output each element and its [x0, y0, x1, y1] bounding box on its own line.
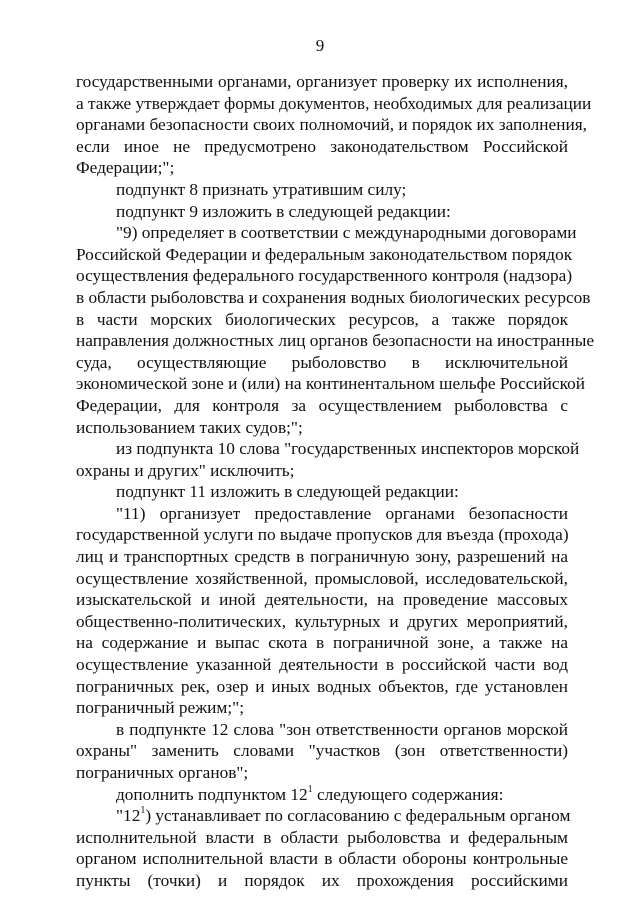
- text-line: подпункт 8 признать утратившим силу;: [116, 179, 407, 199]
- text-line: а также утверждает формы документов, необходимых для реализации: [76, 93, 592, 113]
- text-line: на содержание и выпас скота в пограничной зоне, а также на: [76, 633, 568, 653]
- text-line: "$12^1$) устанавливает по согласованию с федеральным органом: [116, 805, 571, 826]
- text-line: осуществление указанной деятельности в российской части вод: [76, 655, 568, 675]
- text-line: Федерации, для контроля за осуществлением рыболовства с: [76, 395, 568, 415]
- text-line: пограничных рек, озер и иных водных объектов, где установлен: [76, 676, 568, 696]
- text-line: подпункт 11 изложить в следующей редакции:: [116, 482, 459, 502]
- text-line: экономической зоне и (или) на континентальном шельфе Российской: [76, 374, 585, 394]
- text-line: "9) определяет в соответствии с международными договорами: [116, 223, 577, 243]
- text-line: государственной услуги по выдаче пропусков для въезда (прохода): [76, 525, 569, 545]
- text-line: направления должностных лиц органов безопасности на иностранные: [76, 331, 595, 351]
- text-line: пункты (точки) и порядок их прохождения российскими: [76, 870, 568, 890]
- text-line: "11) организует предоставление органами безопасности: [116, 503, 568, 523]
- text-line: органом исполнительной власти в области обороны контрольные: [76, 849, 568, 869]
- text-line: общественно-политических, культурных и других мероприятий,: [76, 611, 568, 631]
- text-line: осуществления федерального государственного контроля (надзора): [76, 266, 573, 286]
- text-line: пограничный режим;";: [76, 698, 244, 718]
- text-line: если иное не предусмотрено законодательством Российской: [76, 136, 568, 156]
- text-line: в части морских биологических ресурсов, а также порядок: [76, 309, 568, 329]
- text-line: охраны и других" исключить;: [76, 460, 295, 480]
- text-line: охраны" заменить словами "участков (зон ответственности): [76, 741, 568, 761]
- text-line: дополнить подпунктом $12^1$ следующего содержания:: [116, 783, 504, 804]
- text-line: изыскательской и иной деятельности, на проведение массовых: [76, 590, 568, 610]
- text-line: Российской Федерации и федеральным законодательством порядок: [76, 244, 573, 264]
- text-line: Федерации;";: [76, 158, 175, 178]
- text-line: подпункт 9 изложить в следующей редакции:: [116, 201, 451, 221]
- text-line: осуществление хозяйственной, промысловой, исследовательской,: [76, 568, 568, 588]
- text-line: лиц и транспортных средств в пограничную зону, разрешений на: [76, 547, 568, 567]
- text-line: в области рыболовства и сохранения водных биологических ресурсов: [76, 287, 591, 307]
- text-line: государственными органами, организует проверку их исполнения,: [76, 72, 568, 91]
- page-number: 9: [315, 36, 325, 55]
- text-line: пограничных органов";: [76, 763, 249, 782]
- text-line: суда, осуществляющие рыболовство в исключительной: [76, 352, 568, 372]
- text-line: органами безопасности своих полномочий, и порядок их заполнения,: [76, 115, 587, 135]
- text-line: исполнительной власти в области рыболовства и федеральным: [76, 827, 568, 847]
- text-line: из подпункта 10 слова "государственных инспекторов морской: [116, 439, 580, 459]
- text-line: использованием таких судов;";: [76, 417, 303, 437]
- text-line: в подпункте 12 слова "зон ответственности органов морской: [116, 719, 568, 739]
- document-body: [76, 71, 595, 892]
